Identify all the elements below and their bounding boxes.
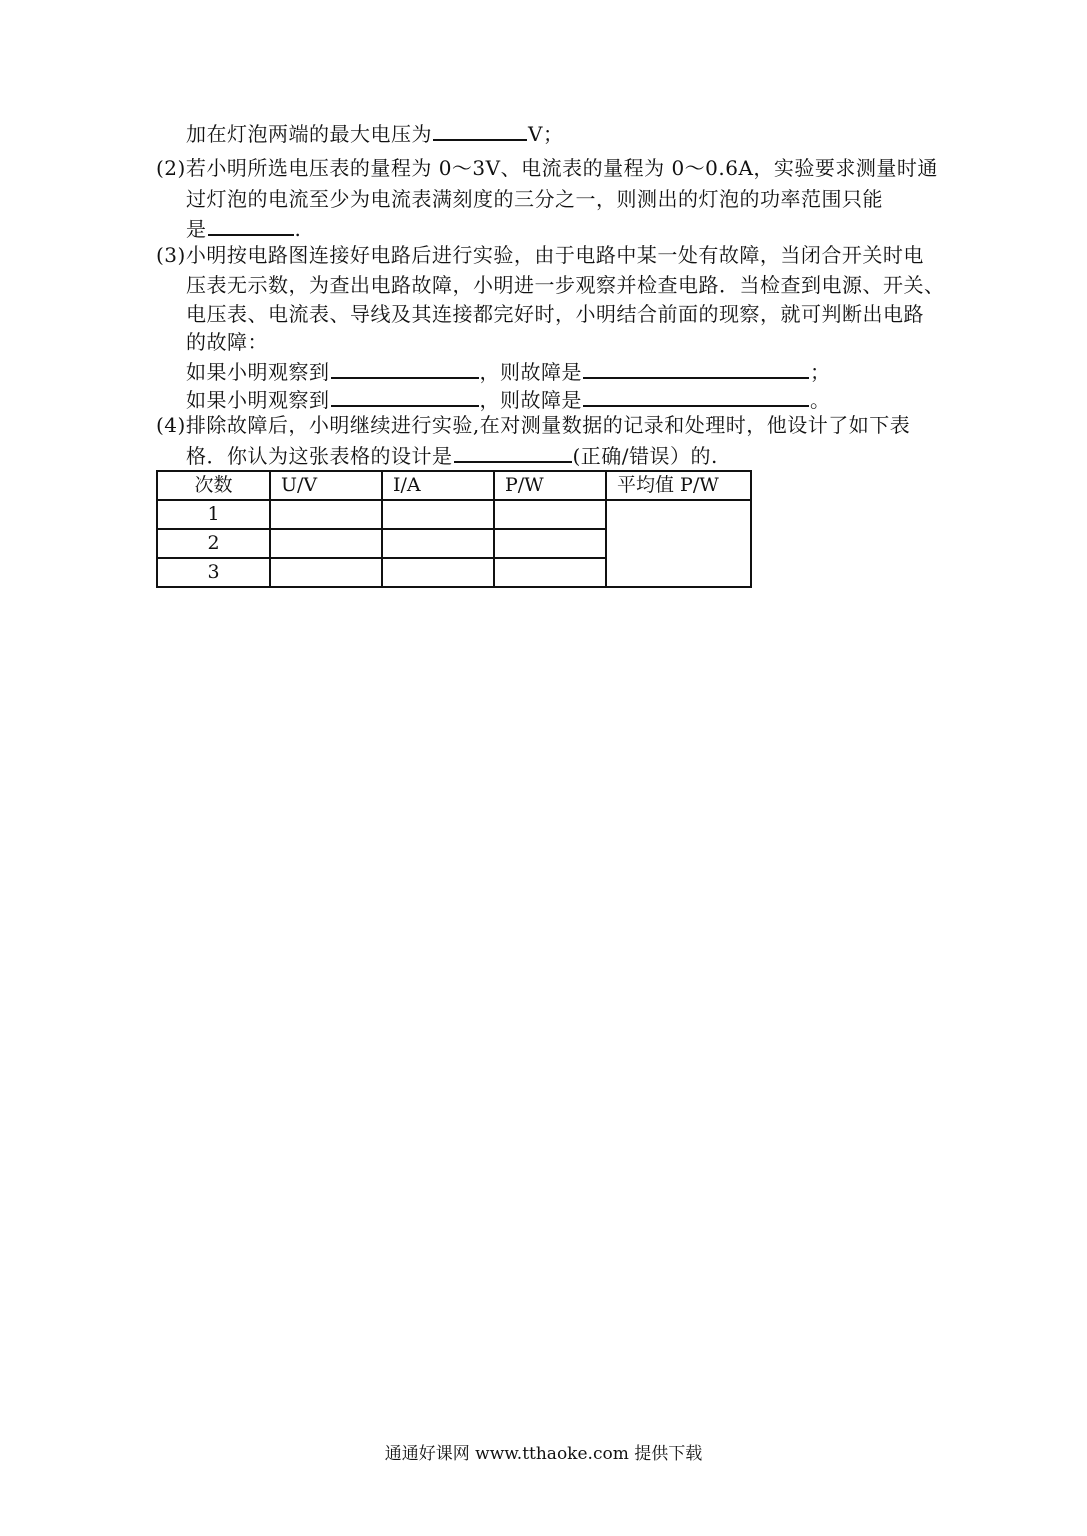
text-segment: ，则故障是 bbox=[479, 388, 582, 412]
text-segment: 小明按电路图连接好电路后进行实验，由于电路中某一处有故障，当闭合开关时电 bbox=[185, 243, 924, 267]
text-segment: 是 bbox=[186, 217, 207, 241]
question-number: (4) bbox=[156, 413, 186, 437]
question-line bbox=[186, 301, 924, 327]
question-line bbox=[186, 186, 883, 212]
text-segment: 过灯泡的电流至少为电流表满刻度的三分之一，则测出的灯泡的功率范围只能 bbox=[186, 187, 883, 211]
text-segment: . bbox=[294, 217, 302, 241]
row-number-cell: 2 bbox=[157, 529, 270, 558]
table-cell[interactable] bbox=[494, 558, 606, 587]
question-number: (2) bbox=[156, 156, 186, 180]
question-line bbox=[156, 412, 910, 438]
text-segment: (正确/错误）的. bbox=[572, 444, 718, 468]
text-segment: 如果小明观察到 bbox=[186, 388, 330, 412]
text-segment: 。 bbox=[810, 388, 831, 412]
average-cell[interactable] bbox=[606, 500, 751, 587]
text-segment: 的故障： bbox=[186, 330, 268, 354]
answer-blank[interactable] bbox=[433, 119, 527, 141]
text-segment: V； bbox=[528, 122, 564, 146]
answer-blank[interactable] bbox=[208, 214, 294, 236]
text-segment: 若小明所选电压表的量程为 0～3V、电流表的量程为 0～0.6A，实验要求测量时通 bbox=[185, 156, 938, 180]
table-header-cell: P/W bbox=[494, 471, 606, 500]
table-cell[interactable] bbox=[382, 500, 494, 529]
answer-blank[interactable] bbox=[454, 441, 572, 463]
question-number: (3) bbox=[156, 243, 186, 267]
text-segment: 加在灯泡两端的最大电压为 bbox=[186, 122, 432, 146]
question-line bbox=[186, 214, 301, 242]
table-cell[interactable] bbox=[270, 500, 382, 529]
page-footer: 通通好课网 www.tthaoke.com 提供下载 bbox=[384, 1444, 703, 1464]
table-header-cell: 平均值 P/W bbox=[606, 471, 751, 500]
row-number-cell: 1 bbox=[157, 500, 270, 529]
question-line bbox=[186, 119, 563, 147]
question-line bbox=[186, 272, 945, 298]
data-table bbox=[156, 470, 752, 588]
table-row bbox=[157, 500, 751, 529]
table-cell[interactable] bbox=[494, 500, 606, 529]
answer-blank[interactable] bbox=[331, 357, 479, 379]
question-line bbox=[186, 441, 718, 469]
table-cell[interactable] bbox=[270, 558, 382, 587]
question-line bbox=[186, 357, 831, 385]
answer-blank[interactable] bbox=[583, 357, 809, 379]
text-segment: 电压表、电流表、导线及其连接都完好时，小明结合前面的现察，就可判断出电路 bbox=[186, 302, 924, 326]
table-header-cell: I/A bbox=[382, 471, 494, 500]
text-segment: 如果小明观察到 bbox=[186, 360, 330, 384]
question-line bbox=[156, 155, 938, 181]
table-header-cell: U/V bbox=[270, 471, 382, 500]
row-number-cell: 3 bbox=[157, 558, 270, 587]
table-header-cell: 次数 bbox=[157, 471, 270, 500]
text-segment: ，则故障是 bbox=[479, 360, 582, 384]
text-segment: 压表无示数，为查出电路故障，小明进一步观察并检查电路．当检查到电源、开关、 bbox=[186, 273, 945, 297]
text-segment: ； bbox=[810, 360, 831, 384]
text-segment: 格．你认为这张表格的设计是 bbox=[186, 444, 453, 468]
table-cell[interactable] bbox=[382, 558, 494, 587]
question-line bbox=[156, 242, 924, 268]
table-header-row bbox=[157, 471, 751, 500]
table-cell[interactable] bbox=[382, 529, 494, 558]
text-segment: 排除故障后，小明继续进行实验,在对测量数据的记录和处理时，他设计了如下表 bbox=[185, 413, 911, 437]
answer-blank[interactable] bbox=[583, 385, 809, 407]
table-cell[interactable] bbox=[270, 529, 382, 558]
table-cell[interactable] bbox=[494, 529, 606, 558]
answer-blank[interactable] bbox=[331, 385, 479, 407]
question-line bbox=[186, 329, 268, 355]
question-line bbox=[186, 385, 831, 413]
